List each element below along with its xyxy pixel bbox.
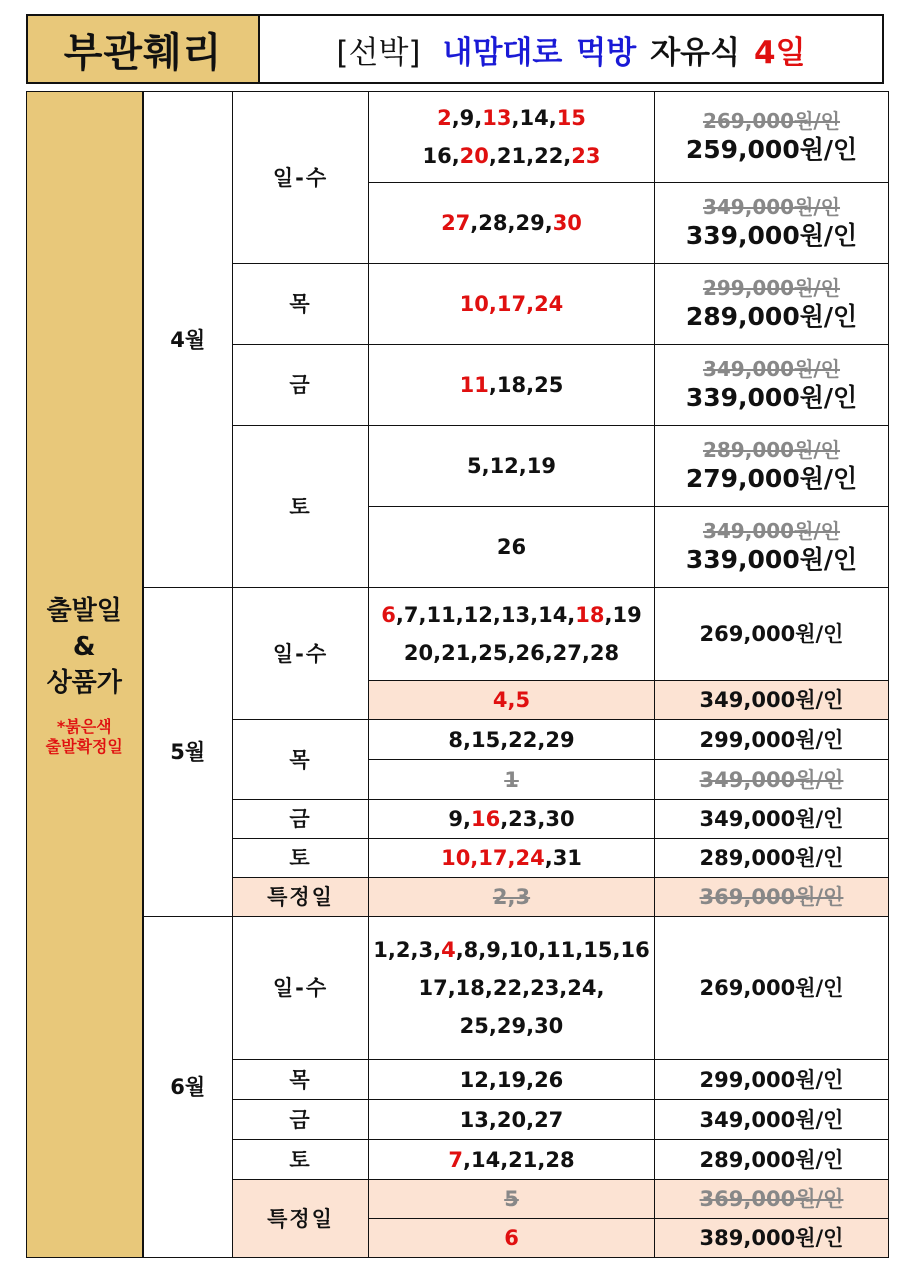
table-row (27, 588, 889, 681)
old-price: 349,000원/인 (702, 357, 841, 381)
confirmed-date: 15 (556, 106, 586, 130)
dates-cell: 6 (369, 1219, 655, 1258)
dates-line (373, 931, 650, 969)
dates-cell: 13,20,27 (369, 1100, 655, 1140)
price-cell: 289,000원/인 (655, 1140, 889, 1180)
dates-cell-cancelled: 2,3 (369, 878, 655, 917)
dates-cell (369, 345, 655, 426)
sale-price: 339,000원/인 (685, 383, 858, 412)
old-price: 289,000원/인 (702, 438, 841, 462)
title-word-1: 내맘대로 (442, 34, 563, 71)
weekday-sat: 토 (233, 1140, 369, 1180)
dates-line: 17,18,22,23,24, (418, 976, 605, 1000)
confirmed-date: 30 (552, 211, 582, 235)
sale-price: 289,000원/인 (685, 302, 858, 331)
title-word-2: 먹방 (576, 34, 637, 71)
month-june: 6월 (143, 917, 233, 1258)
dates-line (373, 596, 650, 634)
weekday-sat: 토 (233, 426, 369, 588)
dates-line (373, 285, 650, 323)
title-duration: 4일 (754, 34, 806, 71)
date: ,7,11,12,13,14, (395, 603, 576, 627)
dates-cell (369, 839, 655, 878)
price-cell: 349,000원/인 (655, 800, 889, 839)
date: ,9, (451, 106, 483, 130)
price-cell (655, 426, 889, 507)
table-row (27, 92, 889, 183)
price-cell: 349,000원/인 (655, 1100, 889, 1140)
date: ,31 (544, 846, 582, 870)
side-label-line1: 출발일 (46, 595, 122, 626)
confirmed-date: 10,17,24 (459, 292, 564, 316)
dates-line (373, 634, 650, 672)
price-cell: 299,000원/인 (655, 1060, 889, 1100)
price-cell-cancelled: 369,000원/인 (655, 1180, 889, 1219)
date: ,14,21,28 (463, 1147, 575, 1172)
product-title (260, 16, 882, 82)
side-label (27, 92, 143, 1258)
weekday-fri: 금 (233, 800, 369, 839)
sale-price: 259,000원/인 (685, 135, 858, 164)
price-cell: 389,000원/인 (655, 1219, 889, 1258)
weekday-thu: 목 (233, 1060, 369, 1100)
month-may: 5월 (143, 588, 233, 917)
dates-line (373, 204, 650, 242)
dates-line (373, 99, 650, 137)
date: 9, (448, 807, 471, 831)
date: 1,2,3, (373, 938, 442, 962)
confirmed-date: 16 (470, 807, 501, 831)
brand-name: 부관훼리 (28, 16, 260, 82)
price-cell (655, 183, 889, 264)
dates-cell: 5,12,19 (369, 426, 655, 507)
legend-note-line2: 출발확정일 (45, 736, 123, 756)
weekday-thu: 목 (233, 264, 369, 345)
date: 20,21,25,26,27,28 (403, 641, 620, 665)
dates-line (373, 1141, 650, 1179)
weekday-thu: 목 (233, 720, 369, 800)
dates-cell (369, 800, 655, 839)
weekday-fri: 금 (233, 345, 369, 426)
date: ,8,9,10,11,15,16 (455, 938, 650, 962)
old-price: 269,000원/인 (702, 109, 841, 133)
date: ,23,30 (500, 807, 575, 831)
dates-cell (369, 1140, 655, 1180)
dates-line (373, 800, 650, 838)
legend-note-line1: *붉은색 (56, 716, 112, 736)
price-cell-cancelled: 349,000원/인 (655, 760, 889, 800)
sale-price: 339,000원/인 (685, 221, 858, 250)
confirmed-date: 4 (441, 938, 456, 962)
date: 16, (422, 144, 460, 168)
dates-cell: 8,15,22,29 (369, 720, 655, 760)
price-cell: 269,000원/인 (655, 588, 889, 681)
month-april: 4월 (143, 92, 233, 588)
price-cell: 269,000원/인 (655, 917, 889, 1060)
date: ,21,22, (488, 144, 572, 168)
confirmed-date: 11 (459, 373, 489, 397)
confirmed-date: 20 (459, 144, 489, 168)
dates-cell-cancelled: 5 (369, 1180, 655, 1219)
price-cell (655, 345, 889, 426)
table-row (27, 917, 889, 1060)
price-cell (655, 264, 889, 345)
dates-cell: 12,19,26 (369, 1060, 655, 1100)
ship-tag: [선박] (336, 34, 421, 71)
date: ,19 (604, 603, 642, 627)
sale-price: 339,000원/인 (685, 545, 858, 574)
schedule-table (26, 91, 889, 1258)
dates-cell: 4,5 (369, 681, 655, 720)
confirmed-date: 6 (381, 603, 396, 627)
confirmed-date: 27 (441, 211, 471, 235)
confirmed-date: 13 (482, 106, 512, 130)
price-cell (655, 92, 889, 183)
confirmed-date: 10,17,24 (441, 846, 545, 870)
weekday-special: 특정일 (233, 878, 369, 917)
price-cell: 299,000원/인 (655, 720, 889, 760)
dates-cell (369, 588, 655, 681)
weekday-sun-wed: 일-수 (233, 588, 369, 720)
confirmed-date: 18 (575, 603, 605, 627)
old-price: 349,000원/인 (702, 519, 841, 543)
price-cell: 349,000원/인 (655, 681, 889, 720)
old-price: 299,000원/인 (702, 276, 841, 300)
weekday-fri: 금 (233, 1100, 369, 1140)
price-cell: 289,000원/인 (655, 839, 889, 878)
dates-line: 25,29,30 (459, 1014, 564, 1038)
side-label-line3: 상품가 (46, 667, 122, 698)
confirmed-date: 23 (571, 144, 601, 168)
price-cell (655, 507, 889, 588)
weekday-sun-wed: 일-수 (233, 917, 369, 1060)
date: ,14, (511, 106, 557, 130)
weekday-special: 특정일 (233, 1180, 369, 1258)
dates-cell (369, 183, 655, 264)
dates-cell (369, 264, 655, 345)
weekday-sat: 토 (233, 839, 369, 878)
confirmed-date: 2 (437, 106, 452, 130)
dates-cell-cancelled: 1 (369, 760, 655, 800)
confirmed-date: 7 (448, 1147, 463, 1172)
dates-line (373, 366, 650, 404)
dates-cell (369, 92, 655, 183)
weekday-sun-wed: 일-수 (233, 92, 369, 264)
date: ,28,29, (470, 211, 553, 235)
title-banner (26, 14, 884, 84)
title-word-3: 자유식 (650, 34, 741, 71)
price-cell-cancelled: 369,000원/인 (655, 878, 889, 917)
sale-price: 279,000원/인 (685, 464, 858, 493)
dates-line (373, 839, 650, 877)
date: ,18,25 (488, 373, 564, 397)
side-label-line2: & (72, 631, 96, 662)
dates-cell: 26 (369, 507, 655, 588)
dates-line (373, 137, 650, 175)
old-price: 349,000원/인 (702, 195, 841, 219)
dates-cell (369, 917, 655, 1060)
